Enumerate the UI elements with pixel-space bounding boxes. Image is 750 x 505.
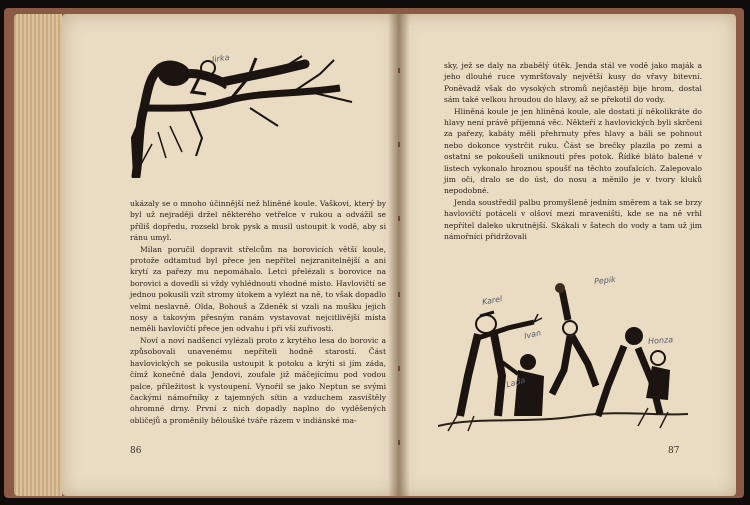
tree-illustration (130, 48, 360, 178)
binding-stitch (398, 366, 400, 371)
page-block-edge (14, 14, 62, 496)
paragraph: Hliněná koule je jen hliněná koule, ale dostati jí několikráte do hlavy není právě příjemná věc. Někteří z havlovických byli skrčeni za pařezy, kabáty měli přehrnuty přes hlavy a báli se pohnout nebo dokonce vystrčit ruku. Část se brečky plazila po zemi a ostatní se pokoušeli uniknouti přes potok. Řídké bláto balené v listech vykonalo hroznou spoušť na těchto zoufalcích. Zalepovalo jim oči, dralo se do úst, do nosu a měnilo je v tvory kluků nepodobné. (444, 106, 702, 196)
left-page-text (130, 198, 386, 426)
paragraph: Noví a noví nadšenci vylézali proto z krytého lesa do borovic a způsobovali unavenému nepříteli hodně starostí. Část havlovických se pokusila ustoupit k potoku a krýti si jím záda, čímž konečně dala Jendovi, zoufale již máčejícímu pod vodou palce, příležitost k vystoupení. Vynořil se jako Neptun se svými čackými námořníky z tajemných sítin a vzduchem zasvištěly ohromné drny. První z nich dopadly naplno do vyděšených obličejů a proměnily běloušké tváře rázem v indiánské ma- (130, 335, 386, 425)
pencil-annotation: Lada (505, 375, 527, 390)
pencil-annotation: Karel (481, 294, 503, 307)
binding-stitch (398, 68, 400, 73)
pencil-annotation: Jirka (211, 52, 230, 65)
right-page-text (444, 60, 702, 243)
right-page (398, 14, 736, 496)
page-number-right: 87 (668, 446, 680, 456)
binding-stitch (398, 292, 400, 297)
binding-stitch (398, 142, 400, 147)
pencil-annotation: Honza (647, 335, 674, 346)
paragraph: Milan poručil dopravit střelcům na borovicích větší koule, protože odtamtud byl přece jen nepřítel nejzranitelnější a ani krytí za pařezy mu nepomáhalo. Letci přelézali s borovice na borovici a dovedli si vždy vyhlédnouti vhodné místo. Havlovičtí se jednou pokusili vzít stromy útokem a vylézt na ně, to však dopadlo velmi neslavně. Olda, Bohouš a Zdeněk si vzali na mušku jejich nosy a takovým přesným ranám vystavovat nejcitlivější místa neměli havlovičtí přece jen odvahu i při vší zuřivosti. (130, 244, 386, 334)
boys-illustration (438, 266, 688, 436)
paragraph: Jenda soustředil palbu promyšleně jedním směrem a tak se brzy havlovičtí potáceli v olšoví mezi mraveništi, kde se na ně vrhl nepřítel daleko ukrutnější. Skákali v šatech do vody a tam už jim námořníci přidržovali (444, 197, 702, 242)
pencil-annotation: Pepik (593, 274, 617, 287)
paragraph: sky, jež se daly na zbabělý útěk. Jenda stál ve vodě jako maják a jeho dlouhé ruce vymršťovaly největší kusy do vřavy bitevní. Poněvadž však do vysokých stromů nejčastěji bije hrom, dostal sám také velkou hroudou do hlavy, až se překotil do vody. (444, 61, 702, 105)
paragraph: ukázaly se o mnoho účinnější než hliněné koule. Vaškovi, který by byl už nejraději držel některého vetřelce v rukou a odvážil se příliš dopředu, rozsekl brok pysk a musil ustoupit k vodě, aby si ránu umyl. (130, 199, 386, 243)
binding-stitch (398, 216, 400, 221)
page-number-left: 86 (130, 446, 142, 456)
pencil-annotation: Ivan (523, 328, 542, 341)
left-page (62, 14, 398, 496)
book-gutter (388, 14, 410, 496)
binding-stitch (398, 440, 400, 445)
